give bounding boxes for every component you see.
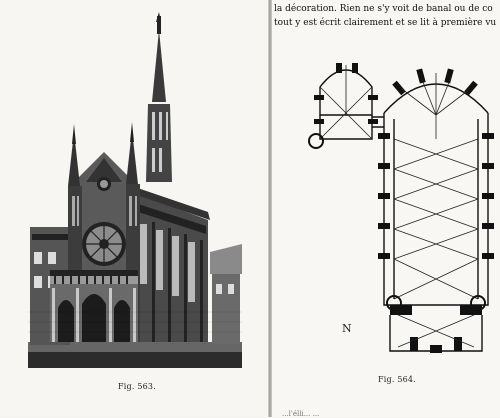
figure-564-caption: Fig. 564. (378, 375, 416, 384)
body-text-line-2: tout y est écrit clairement et se lit à première vu (274, 18, 497, 28)
body-text-line-1: la décoration. Rien ne s'y voit de banal ou de co (274, 4, 493, 14)
chapel-engraving (28, 12, 242, 368)
compass-mark: N (342, 322, 352, 335)
footer-text-fragment: ...l'élli... ... (282, 410, 320, 418)
figure-563-caption: Fig. 563. (118, 382, 156, 391)
chapel-floor-plan (306, 55, 496, 365)
